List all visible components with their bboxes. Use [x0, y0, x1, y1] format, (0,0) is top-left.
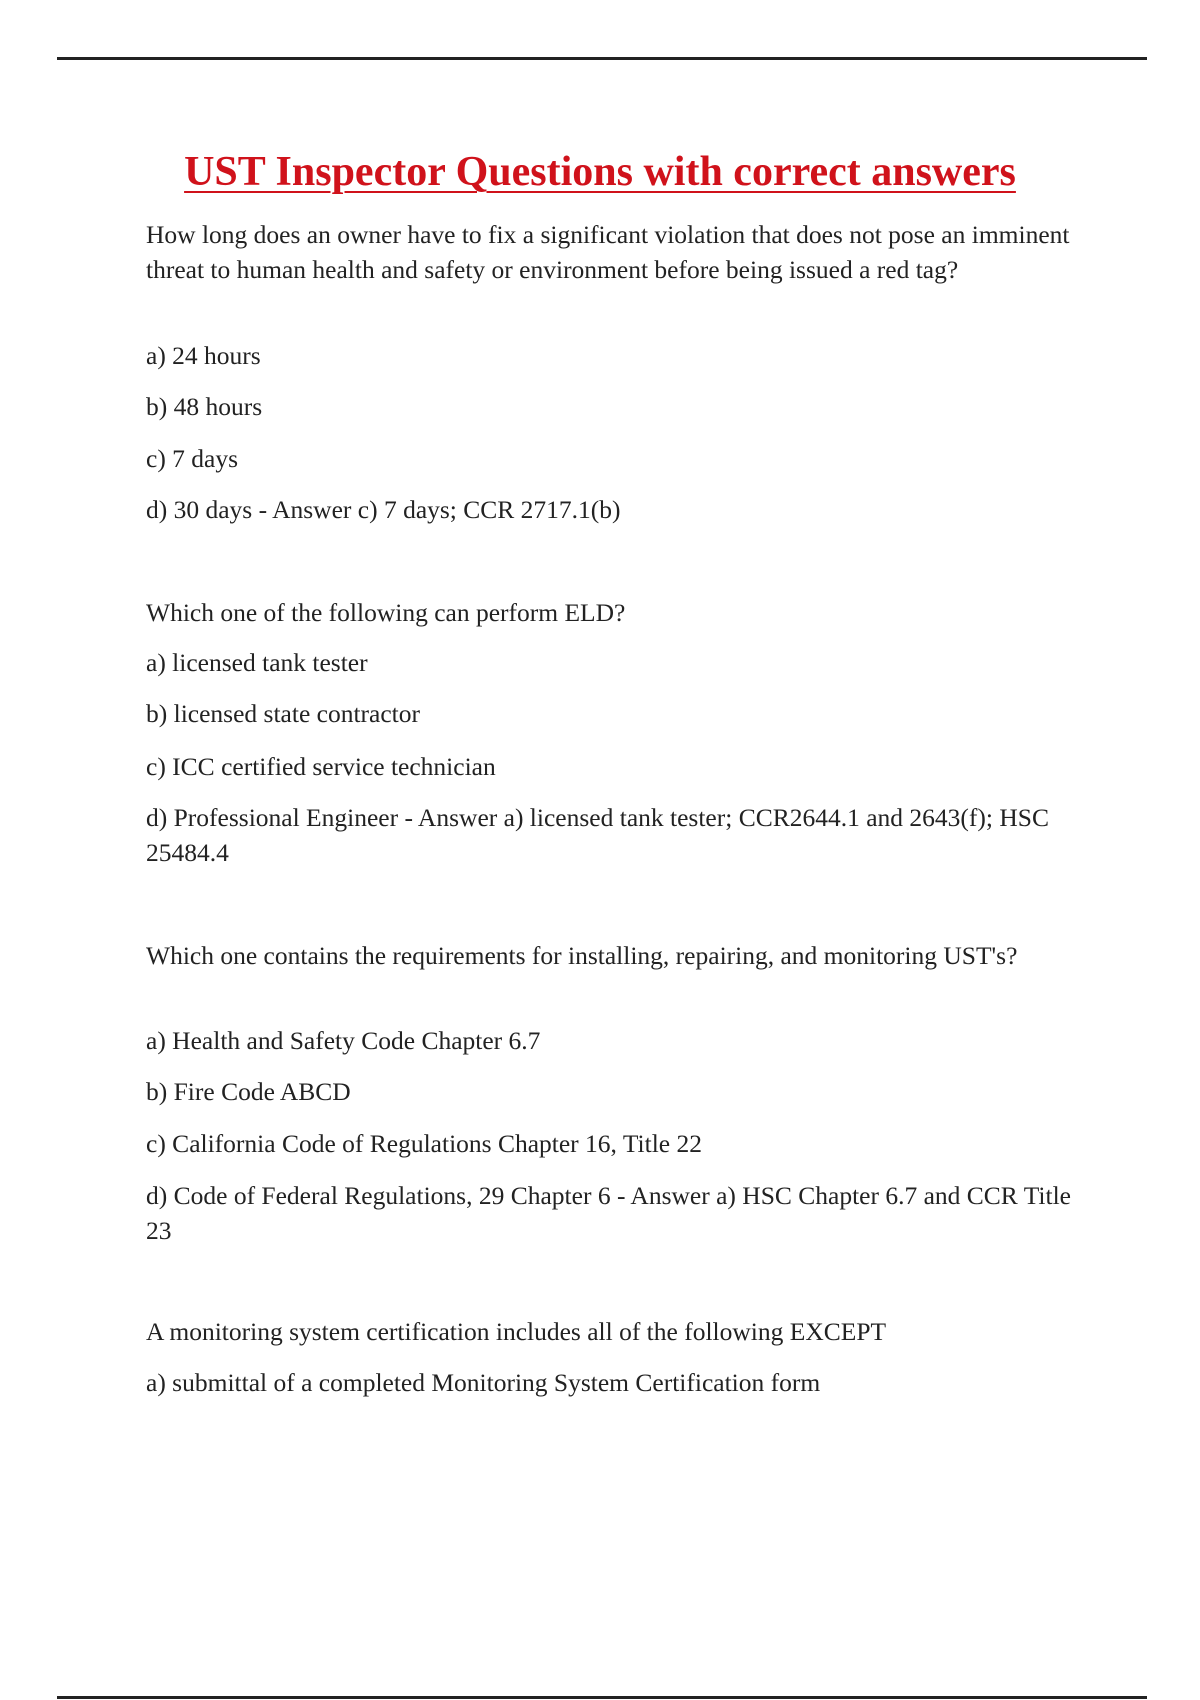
q2-option-b: b) licensed state contractor [146, 699, 421, 728]
q1-option-b: b) 48 hours [146, 392, 263, 421]
question-1: How long does an owner have to fix a significant violation that does not pose an imminent threat to human health and safety or environment before being issued a red tag? [146, 220, 1070, 284]
question-4: A monitoring system certification includes all of the following EXCEPT [146, 1317, 887, 1346]
q3-option-a: a) Health and Safety Code Chapter 6.7 [146, 1026, 541, 1055]
page-title-text: UST Inspector Questions with correct answers [184, 149, 1016, 195]
q2-option-a: a) licensed tank tester [146, 648, 368, 677]
header-rule [57, 57, 1147, 60]
q4-option-a: a) submittal of a completed Monitoring System Certification form [146, 1368, 821, 1397]
question-3: Which one contains the requirements for installing, repairing, and monitoring UST's? [146, 941, 1018, 970]
question-2: Which one of the following can perform ELD? [146, 598, 626, 627]
footer-rule [57, 1696, 1147, 1699]
q2-option-c: c) ICC certified service technician [146, 752, 496, 781]
page-title [0, 148, 1200, 196]
q3-option-b: b) Fire Code ABCD [146, 1077, 351, 1106]
q3-option-d-answer: d) Code of Federal Regulations, 29 Chapter 6 - Answer a) HSC Chapter 6.7 and CCR Title 23 [146, 1181, 1071, 1245]
q2-option-d-answer: d) Professional Engineer - Answer a) licensed tank tester; CCR2644.1 and 2643(f); HSC 25484.4 [146, 803, 1049, 867]
q3-option-c: c) California Code of Regulations Chapter 16, Title 22 [146, 1129, 702, 1158]
q1-option-c: c) 7 days [146, 444, 239, 473]
q1-option-d-answer: d) 30 days - Answer c) 7 days; CCR 2717.1(b) [146, 495, 621, 524]
q1-option-a: a) 24 hours [146, 341, 261, 370]
